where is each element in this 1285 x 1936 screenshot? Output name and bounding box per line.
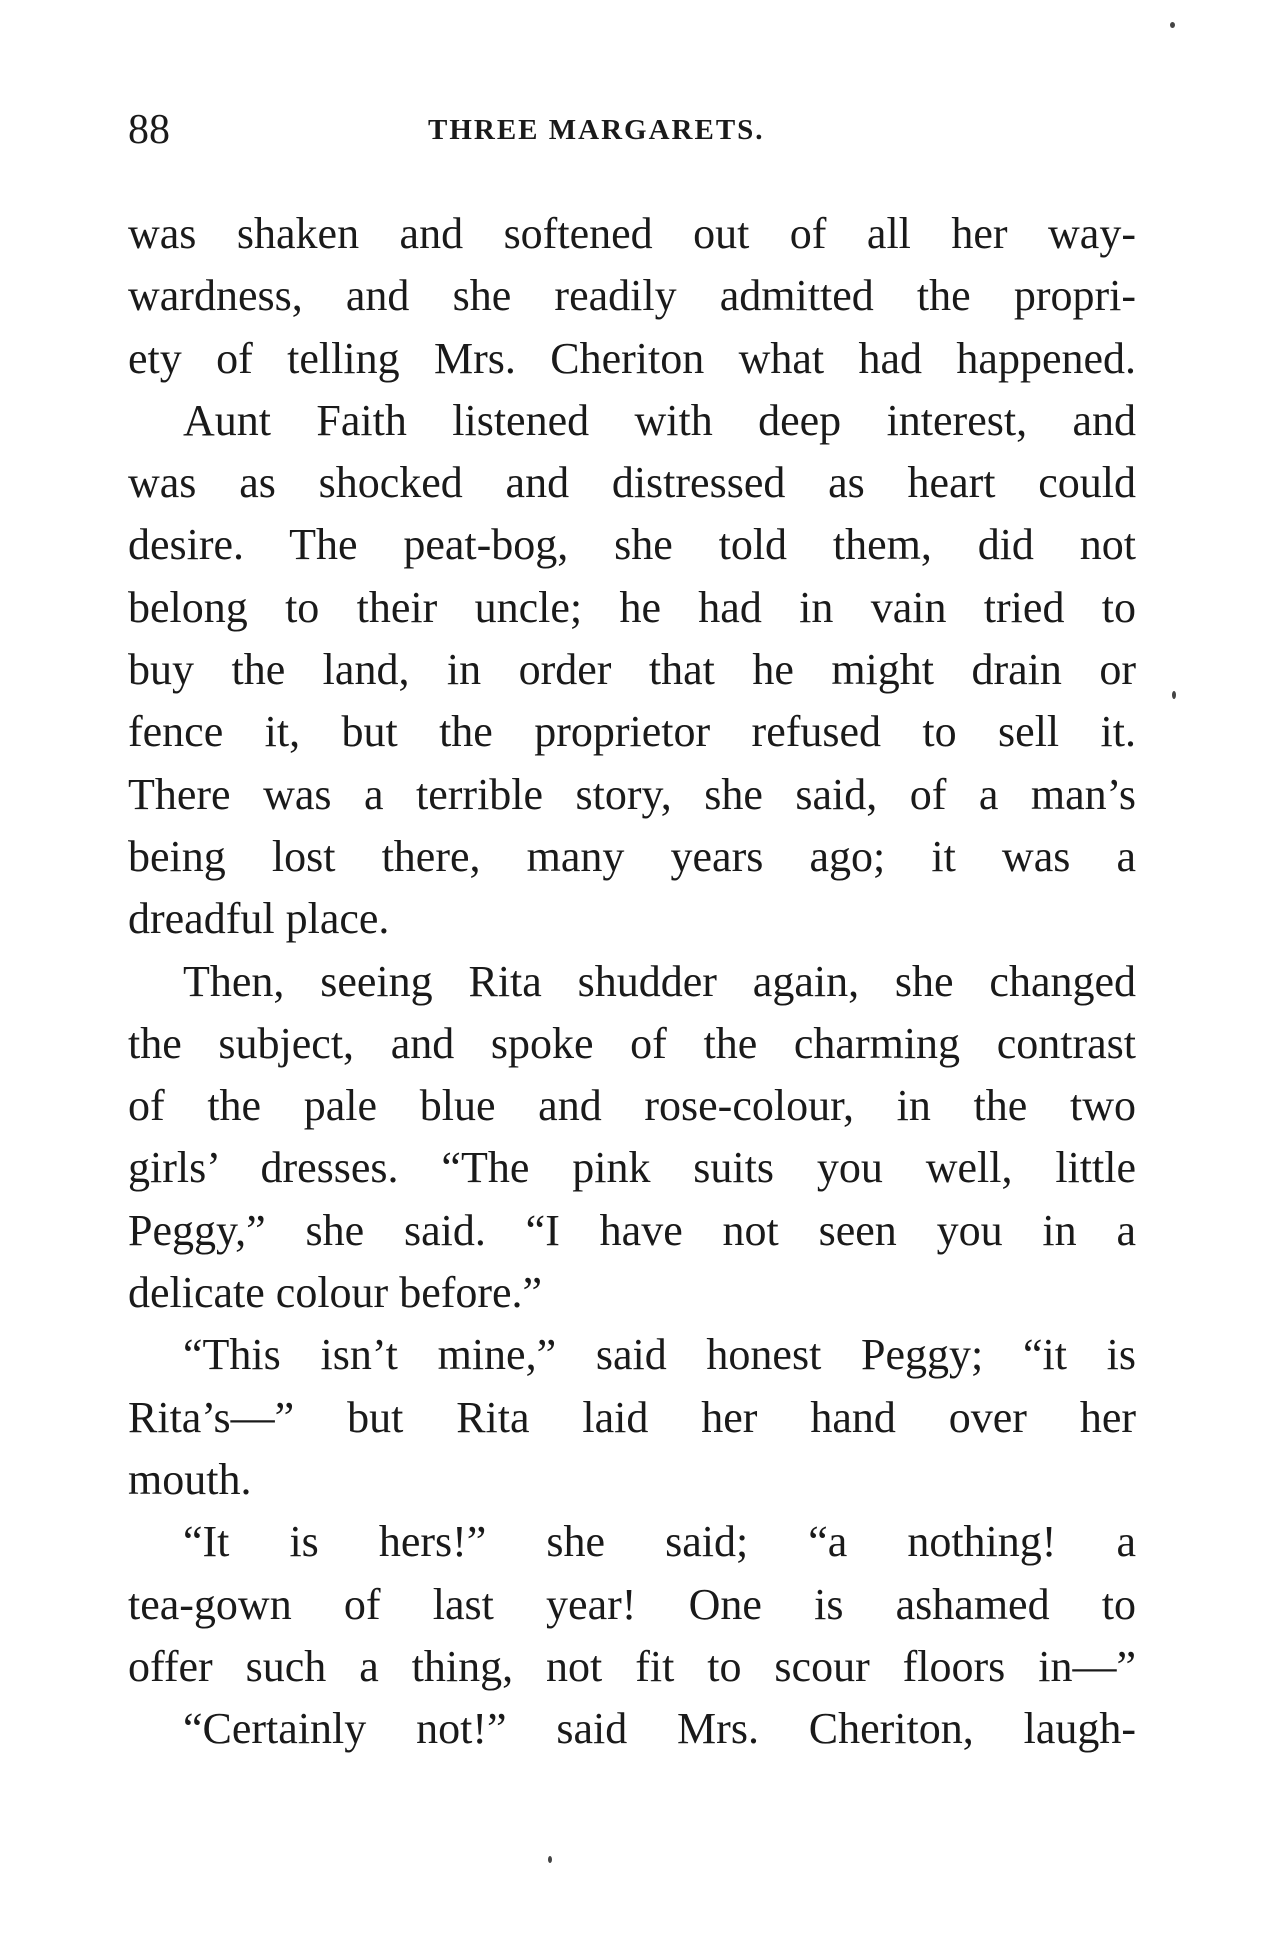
text-line: was shaken and softened out of all her way- [128,209,1136,258]
text-line: fence it, but the proprietor refused to sell it. [128,707,1136,757]
print-speck [1170,22,1175,28]
text-line: of the pale blue and rose-colour, in the two [128,1081,1136,1131]
text-line: Rita’s—” but Rita laid her hand over her [128,1392,1136,1442]
text-line: Then, seeing Rita shudder again, she changed [183,956,1136,1006]
print-speck [548,1856,552,1863]
text-line: offer such a thing, not fit to scour floors in—” [128,1641,1136,1691]
print-speck [1172,691,1176,699]
text-line: “Certainly not!” said Mrs. Cheriton, laugh- [183,1704,1136,1754]
text-line: mouth. [128,1454,252,1504]
page-number: 88 [128,107,170,153]
text-line: “It is hers!” she said; “a nothing! a [183,1517,1136,1567]
text-line: Aunt Faith listened with deep interest, and [183,395,1136,445]
text-line: tea-gown of last year! One is ashamed to [128,1579,1136,1629]
text-line: was as shocked and distressed as heart could [128,458,1136,508]
text-line: ety of telling Mrs. Cheriton what had happened. [128,333,1136,383]
text-line: “This isn’t mine,” said honest Peggy; “it is [183,1330,1136,1380]
text-line: girls’ dresses. “The pink suits you well, little [128,1143,1136,1193]
text-line: delicate colour before.” [128,1268,543,1318]
text-line: being lost there, many years ago; it was a [128,831,1136,881]
body-text [128,203,1136,1760]
page-header [128,100,1133,160]
text-line: Peggy,” she said. “I have not seen you in a [128,1205,1136,1255]
text-line: buy the land, in order that he might drain or [128,645,1136,695]
running-title: THREE MARGARETS. [428,114,765,146]
text-line: belong to their uncle; he had in vain tried to [128,582,1136,632]
text-line: dreadful place. [128,894,390,944]
text-line: the subject, and spoke of the charming contrast [128,1018,1136,1068]
text-line: desire. The peat-bog, she told them, did not [128,520,1136,570]
text-line: wardness, and she readily admitted the propri- [128,271,1136,321]
text-line: There was a terrible story, she said, of a man’s [128,769,1136,819]
